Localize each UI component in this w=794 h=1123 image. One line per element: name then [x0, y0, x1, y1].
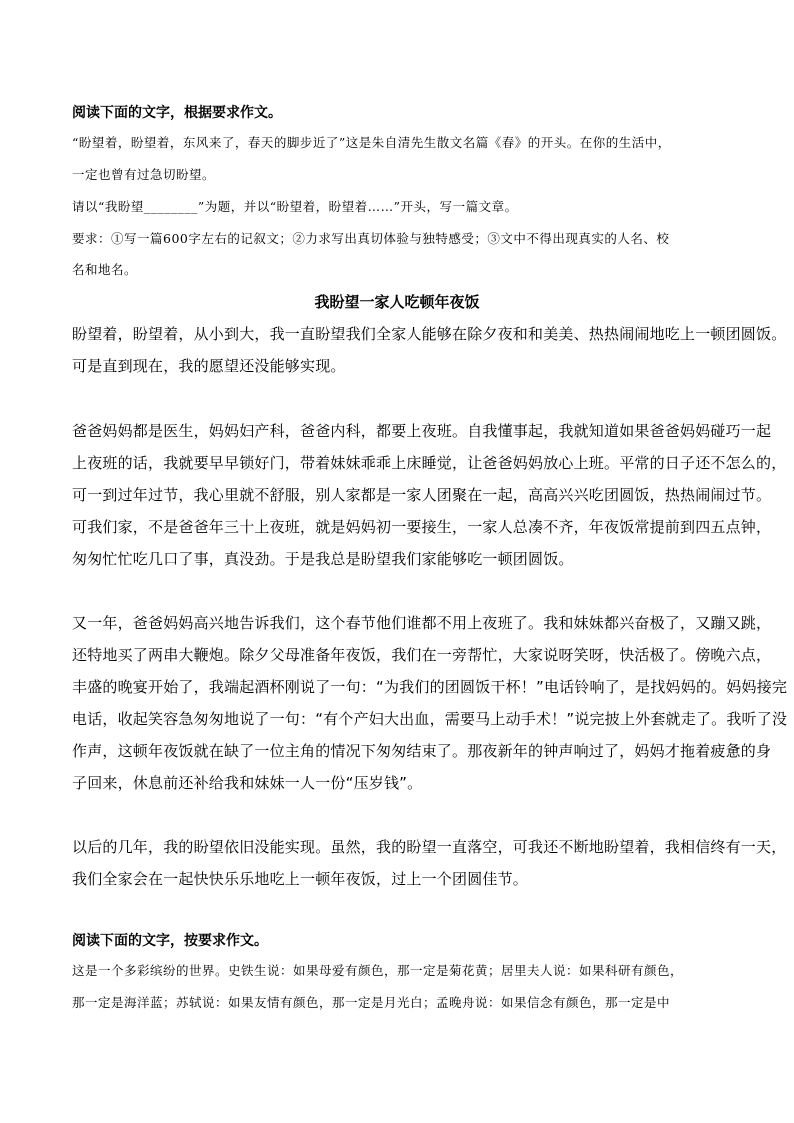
section1-prompt-line-3: 请以“我盼望________”为题，并以“盼望着，盼望着……”开头，写一篇文章。 [72, 199, 518, 214]
essay-line-4: 上夜班的话，我就要早早锁好门，带着妹妹乖乖上床睡觉，让爸爸妈妈放心上班。平常的日子还不怎么的， [72, 454, 787, 472]
section2-prompt-line-1: 这是一个多彩缤纷的世界。史铁生说：如果母爱有颜色，那一定是菊花黄；居里夫人说：如果科研有颜色， [72, 963, 684, 978]
essay-line-9: 还特地买了两串大鞭炮。除夕父母准备年夜饭，我们在一旁帮忙，大家说呀笑呀，快活极了。傍晚六点， [72, 646, 772, 664]
essay-line-7: 匆匆忙忙吃几口了事，真没劲。于是我总是盼望我们家能够吃一顿团圆饭。 [72, 550, 574, 568]
essay-line-14: 以后的几年，我的盼望依旧没能实现。虽然，我的盼望一直落空，可我还不断地盼望着，我相信终有一天， [72, 838, 787, 856]
essay-line-6: 可我们家，不是爸爸年三十上夜班，就是妈妈初一要接生，一家人总凑不齐，年夜饭常提前到四五点钟， [72, 518, 772, 536]
section1-prompt-line-4: 要求：①写一篇600字左右的记叙文；②力求写出真切体验与独特感受；③文中不得出现真实的人名、校 [72, 231, 670, 246]
essay-line-10: 丰盛的晚宴开始了，我端起酒杯刚说了一句：“为我们的团圆饭干杯！”电话铃响了，是找妈妈的。妈妈接完 [72, 678, 788, 696]
section1-prompt-line-1: “盼望着，盼望着，东风来了，春天的脚步近了”这是朱自清先生散文名篇《春》的开头。在你的生活中， [72, 135, 671, 150]
essay-line-15: 我们全家会在一起快快乐乐地吃上一顿年夜饭，过上一个团圆佳节。 [72, 870, 529, 888]
section1-heading: 阅读下面的文字，根据要求作文。 [72, 105, 282, 121]
section2-prompt-line-2: 那一定是海洋蓝；苏轼说：如果友情有颜色，那一定是月光白；孟晚舟说：如果信念有颜色，那一定是中 [72, 995, 671, 1010]
essay-line-2: 可是直到现在，我的愿望还没能够实现。 [72, 357, 346, 375]
essay-line-8: 又一年，爸爸妈妈高兴地告诉我们，这个春节他们谁都不用上夜班了。我和妹妹都兴奋极了，又蹦又跳， [72, 614, 772, 632]
section1-prompt-line-5: 名和地名。 [72, 262, 138, 277]
section1-prompt-line-2: 一定也曾有过急切盼望。 [72, 167, 216, 182]
essay-title: 我盼望一家人吃顿年夜饭 [314, 293, 480, 311]
essay-line-5: 可一到过年过节，我心里就不舒服，别人家都是一家人团聚在一起，高高兴兴吃团圆饭，热热闹闹过节。 [72, 486, 772, 504]
essay-line-3: 爸爸妈妈都是医生，妈妈妇产科，爸爸内科，都要上夜班。自我懂事起，我就知道如果爸爸妈妈碰巧一起 [72, 422, 772, 440]
essay-line-1: 盼望着，盼望着，从小到大，我一直盼望我们全家人能够在除夕夜和和美美、热热闹闹地吃上一顿团圆饭。 [72, 325, 787, 343]
section2-heading: 阅读下面的文字，按要求作文。 [72, 933, 268, 949]
essay-line-11: 电话，收起笑容急匆匆地说了一句：“有个产妇大出血，需要马上动手术！”说完披上外套就走了。我听了没 [72, 710, 788, 728]
essay-line-12: 作声，这顿年夜饭就在缺了一位主角的情况下匆匆结束了。那夜新年的钟声响过了，妈妈才拖着疲惫的身 [72, 742, 772, 760]
essay-line-13: 子回来，休息前还补给我和妹妹一人一份“压岁钱”。 [72, 774, 423, 792]
